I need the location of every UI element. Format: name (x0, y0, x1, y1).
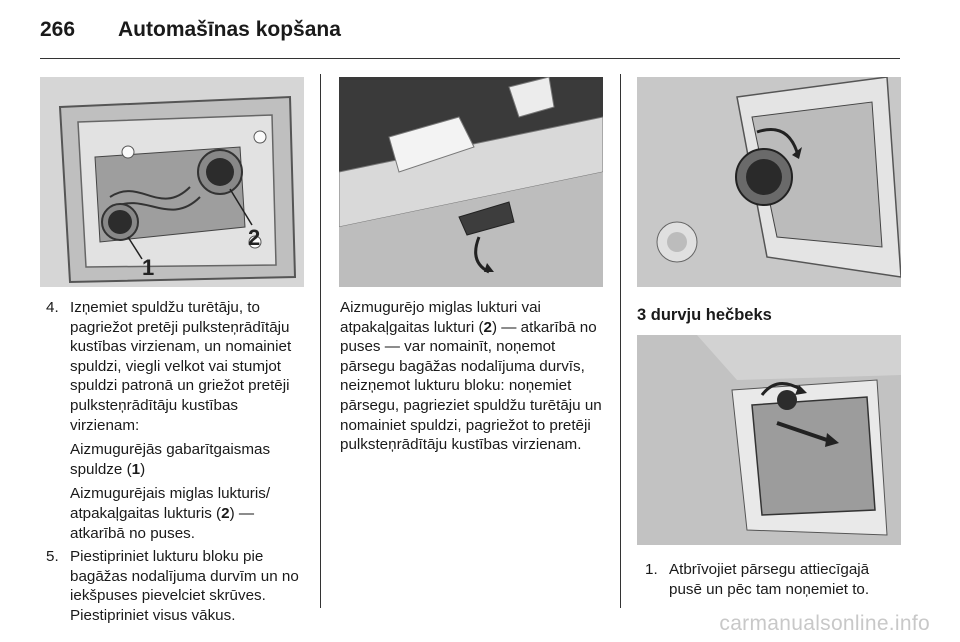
step-4 (46, 298, 308, 543)
callout-2: 2 (248, 225, 261, 250)
ref-2-middle: 2 (483, 318, 492, 336)
page-number: 266 (40, 18, 76, 41)
callout-1: 1 (142, 255, 155, 280)
left-column-text (46, 298, 308, 626)
step-1-number: 1. (645, 561, 658, 578)
right-column-text (645, 560, 900, 599)
ref-1: 1 (131, 460, 141, 478)
header-rule (40, 58, 900, 59)
figure-bulb-holder-turn (637, 77, 901, 287)
step-5-text: Piestipriniet lukturu bloku pie bagāžas nodalījuma durvīm un no iekšpuses pievelciet skrūves. Piestipriniet visus vākus. (70, 548, 299, 624)
column-divider-right (620, 74, 621, 608)
step-4-sub-2: Aizmugurējais miglas lukturis/ atpakaļgaitas lukturis (2) — atkarībā no puses. (70, 485, 271, 542)
step-1 (645, 560, 900, 599)
chapter-title: Automašīnas kopšana (118, 18, 341, 41)
step-4-number: 4. (46, 299, 59, 316)
section-heading-3-door-hatchback: 3 durvju hečbeks (637, 306, 772, 324)
step-5-number: 5. (46, 548, 59, 566)
middle-column-text: Aizmugurējo miglas lukturi vai atpakaļgaitas lukturi (2) — atkarībā no puses — var nomainīt, noņemot pārsegu bagāžas nodalījuma durvīs, neizņemot lukturu bloku: noņemiet pārsegu, pagrieziet spuldžu turētāju un nomainiet spuldzi, pagriežot to pretēji pulksteņrādītāju kustības virzienam. (340, 299, 602, 454)
figure-hatchback-cover (637, 335, 901, 545)
ref-2: 2 (221, 504, 230, 522)
step-1-text: Atbrīvojiet pārsegu attiecīgajā pusē un pēc tam noņemiet to. (669, 561, 870, 598)
step-4-sub-1: Aizmugurējās gabarītgaismas spuldze (1) (70, 441, 271, 478)
watermark: carmanualsonline.info (719, 612, 930, 635)
step-4-text: Izņemiet spuldžu turētāju, to pagriežot pretēji pulksteņrādītāju kustības virzienam, un nomainiet spuldzi, viegli velkot vai stumjot spuldzi patronā un griežot pretēji pulksteņrādītāju kustības virzienam: (70, 299, 292, 434)
column-divider-left (320, 74, 321, 608)
step-5 (46, 547, 308, 625)
figure-rear-lamp-bulbs (40, 77, 304, 287)
page-header (40, 18, 341, 48)
figure-tailgate-cover (339, 77, 603, 287)
